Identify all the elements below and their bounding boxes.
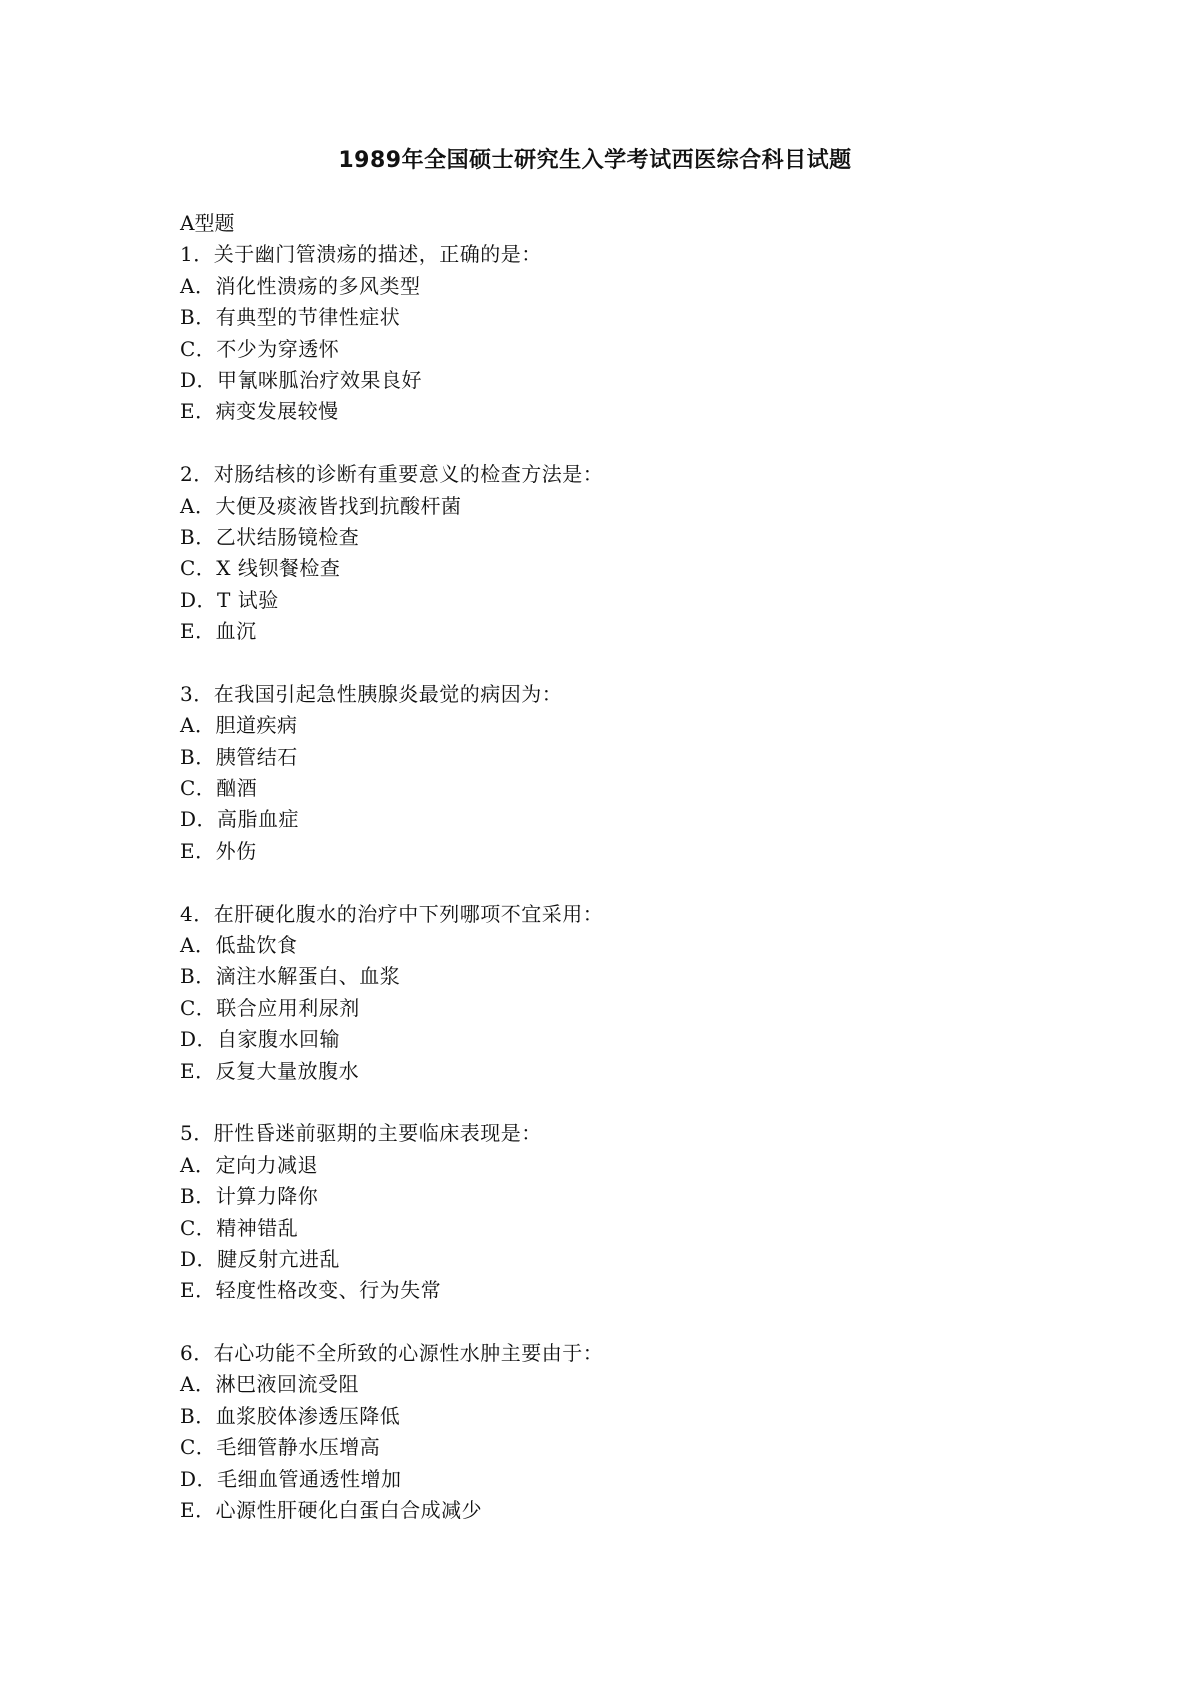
question-spacer [180, 647, 1080, 678]
option-e: E．反复大量放腹水 [180, 1058, 360, 1083]
question-stem: 6．右心功能不全所致的心源性水肿主要由于： [180, 1341, 604, 1366]
option-a: A．淋巴液回流受阻 [180, 1372, 359, 1397]
option-a: A．胆道疾病 [180, 713, 298, 738]
question-spacer [180, 867, 1080, 898]
option-e: E．轻度性格改变、行为失常 [180, 1278, 442, 1303]
option-d: D．腱反射亢进乱 [180, 1246, 341, 1271]
question-1 [180, 239, 1080, 427]
option-a: A．消化性溃疡的多风类型 [180, 273, 421, 298]
option-c: C．不少为穿透怀 [180, 336, 340, 361]
page-title: 1989年全国硕士研究生入学考试西医综合科目试题 [338, 148, 852, 173]
option-c: C．精神错乱 [180, 1215, 299, 1240]
question-spacer [180, 428, 1080, 459]
option-d: D．甲氰咪胍治疗效果良好 [180, 367, 423, 392]
option-d: D．毛细血管通透性增加 [180, 1466, 402, 1491]
question-spacer [180, 1307, 1080, 1338]
question-6 [180, 1338, 1080, 1526]
option-b: B．血浆胶体渗透压降低 [180, 1403, 401, 1428]
option-c: C．酗酒 [180, 776, 258, 801]
question-stem: 1．关于幽门管溃疡的描述，正确的是： [180, 242, 542, 267]
option-b: B．乙状结肠镜检查 [180, 524, 360, 549]
option-a: A．大便及痰液皆找到抗酸杆菌 [180, 493, 462, 518]
question-list [180, 208, 1080, 1526]
section-label: A型题 [180, 211, 235, 235]
question-stem: 5．肝性昏迷前驱期的主要临床表现是： [180, 1121, 542, 1146]
option-b: B．胰管结石 [180, 744, 298, 769]
question-3 [180, 679, 1080, 867]
option-e: E．心源性肝硬化白蛋白合成减少 [180, 1498, 483, 1523]
question-spacer [180, 1087, 1080, 1118]
question-2 [180, 459, 1080, 647]
option-c: C．X 线钡餐检查 [180, 556, 341, 581]
option-c: C．联合应用利尿剂 [180, 995, 360, 1020]
option-d: D．高脂血症 [180, 807, 300, 832]
question-stem: 4．在肝硬化腹水的治疗中下列哪项不宜采用： [180, 901, 604, 926]
option-a: A．定向力减退 [180, 1152, 318, 1177]
option-e: E．血沉 [180, 619, 257, 644]
question-4 [180, 899, 1080, 1087]
option-c: C．毛细管静水压增高 [180, 1435, 381, 1460]
option-b: B．有典型的节律性症状 [180, 305, 401, 330]
question-stem: 2．对肠结核的诊断有重要意义的检查方法是： [180, 462, 604, 487]
question-5 [180, 1118, 1080, 1306]
option-e: E．病变发展较慢 [180, 399, 339, 424]
option-b: B．计算力降你 [180, 1184, 319, 1209]
option-a: A．低盐饮食 [180, 932, 298, 957]
question-stem: 3．在我国引起急性胰腺炎最觉的病因为： [180, 681, 563, 706]
option-e: E．外伤 [180, 838, 257, 863]
option-d: D．自家腹水回输 [180, 1027, 341, 1052]
option-d: D．T 试验 [180, 587, 279, 612]
option-b: B．滴注水解蛋白、血浆 [180, 964, 401, 989]
